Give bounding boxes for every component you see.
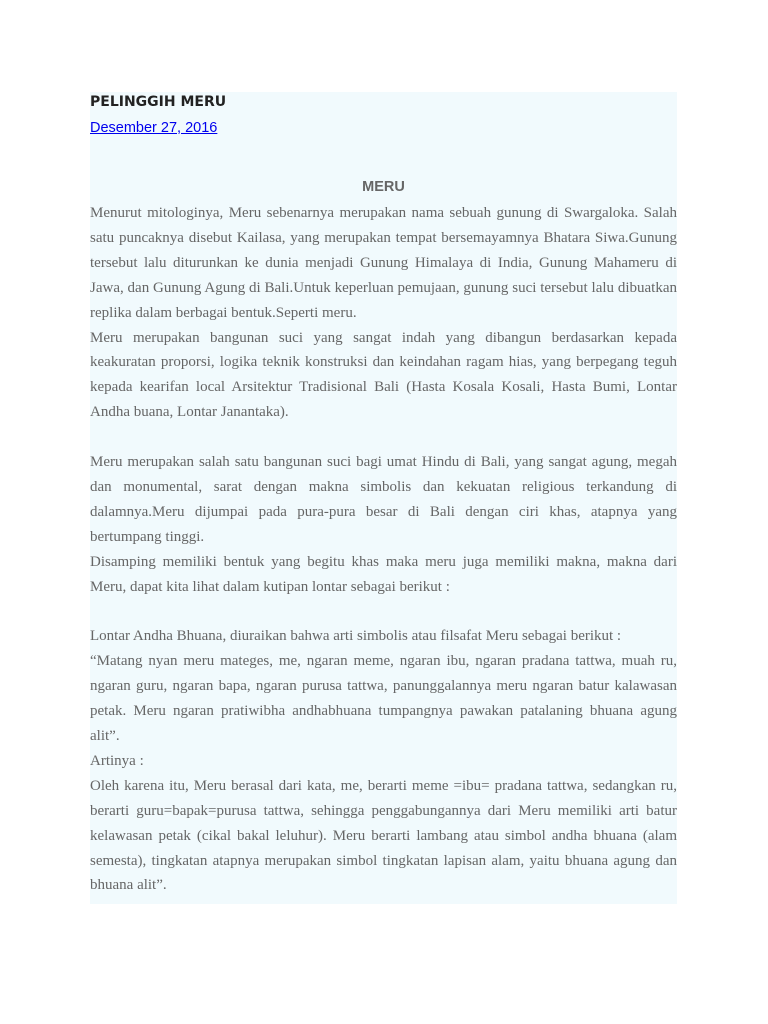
post-title: PELINGGIH MERU [90, 94, 227, 110]
post-container [90, 92, 677, 904]
paragraph: Disamping memiliki bentuk yang begitu khas maka meru juga memiliki makna, makna dari Meru, dapat kita lihat dalam kutipan lontar sebagai berikut : [90, 553, 677, 595]
paragraph: Artinya : [90, 752, 144, 769]
paragraph: Menurut mitologinya, Meru sebenarnya merupakan nama sebuah gunung di Swargaloka. Salah satu puncaknya disebut Kailasa, yang merupakan tempat bersemayamnya Bhatara Siwa.Gunung tersebut lalu diturunkan ke dunia menjadi Gunung Himalaya di India, Gunung Mahameru di Jawa, dan Gunung Agung di Bali.Untuk keperluan pemujaan, gunung suci tersebut lalu dibuatkan replika dalam berbagai bentuk.Seperti meru. [90, 205, 677, 321]
post-date-link[interactable]: Desember 27, 2016 [90, 120, 218, 136]
paragraph-gap [90, 599, 677, 624]
section-heading: MERU [362, 179, 405, 195]
paragraph: Meru merupakan bangunan suci yang sangat indah yang dibangun berdasarkan kepada keakuratan proporsi, logika teknik konstruksi dan keindahan ragam hias, yang berpegang teguh kepada kearifan local Arsitektur Tradisional Bali (Hasta Kosala Kosali, Hasta Bumi, Lontar Andha buana, Lontar Janantaka). [90, 329, 677, 421]
paragraph: Oleh karena itu, Meru berasal dari kata, me, berarti meme =ibu= pradana tattwa, sedangkan ru, berarti guru=bapak=purusa tattwa, sehingga penggabungannya dari Meru memiliki arti batur kelawasan petak (cikal bakal leluhur). Meru berarti lambang atau simbol andha bhuana (alam semesta), tingkatan atapnya merupakan simbol tingkatan lapisan alam, yaitu bhuana agung dan bhuana alit”. [90, 777, 677, 894]
paragraph-gap [90, 425, 677, 450]
quote-paragraph: “Matang nyan meru mateges, me, ngaran meme, ngaran ibu, ngaran pradana tattwa, muah ru, ngaran guru, ngaran bapa, ngaran purusa tattwa, panunggalannya meru ngaran batur kalawasan petak. Meru ngaran pratiwibha andhabhuana tumpangnya pawakan patalaning bhuana agung alit”. [90, 653, 677, 744]
paragraph: Lontar Andha Bhuana, diuraikan bahwa arti simbolis atau filsafat Meru sebagai berikut : [90, 628, 622, 645]
paragraph: Meru merupakan salah satu bangunan suci bagi umat Hindu di Bali, yang sangat agung, megah dan monumental, sarat dengan makna simbolis dan kekuatan religious terkandung di dalamnya.Meru dijumpai pada pura-pura besar di Bali dengan ciri khas, atapnya yang bertumpang tinggi. [90, 454, 677, 545]
